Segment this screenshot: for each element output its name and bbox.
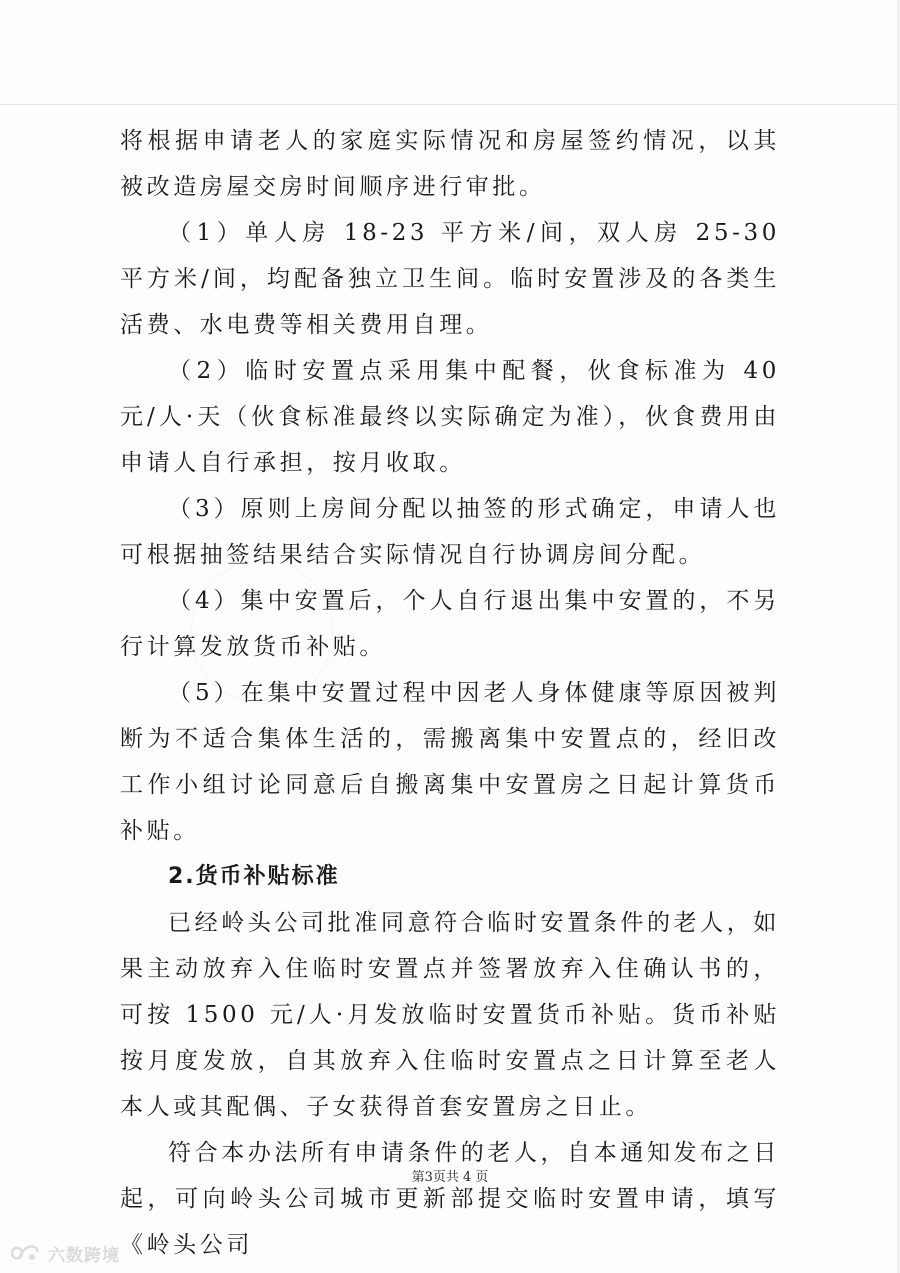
paragraph-item-3: （3）原则上房间分配以抽签的形式确定，申请人也可根据抽签结果结合实际情况自行协调房间分配。 — [120, 496, 780, 568]
paragraph-application: 符合本办法所有申请条件的老人，自本通知发布之日起，可向岭头公司城市更新部提交临时安置申请，填写《岭头公司 — [120, 1140, 780, 1258]
watermark — [8, 1240, 120, 1266]
page-number-footer: 第3页共 4 页 — [411, 1170, 489, 1185]
paragraph-item-5: （5）在集中安置过程中因老人身体健康等原因被判断为不适合集体生活的，需搬离集中安置点的，经旧改工作小组讨论同意后自搬离集中安置房之日起计算货币补贴。 — [120, 680, 780, 844]
watermark-text: 六数跨境 — [48, 1245, 120, 1266]
document-body — [120, 118, 780, 1268]
paragraph-item-4: （4）集中安置后，个人自行退出集中安置的，不另行计算发放货币补贴。 — [120, 588, 780, 660]
scan-edge-line — [0, 104, 900, 105]
section-heading: 2.货币补贴标准 — [168, 864, 340, 889]
brand-logo-icon — [8, 1242, 42, 1264]
paragraph-item-1: （1）单人房 18-23 平方米/间，双人房 25-30 平方米/间，均配备独立卫生间。临时安置涉及的各类生活费、水电费等相关费用自理。 — [120, 220, 780, 338]
paragraph-subsidy: 已经岭头公司批准同意符合临时安置条件的老人，如果主动放弃入住临时安置点并签署放弃入住确认书的，可按 1500 元/人·月发放临时安置货币补贴。货币补贴按月度发放，自其放弃入住临时安置点之日计算至老人本人或其配偶、子女获得首套安置房之日止。 — [120, 910, 780, 1120]
paragraph-continuation: 将根据申请老人的家庭实际情况和房屋签约情况，以其被改造房屋交房时间顺序进行审批。 — [120, 128, 780, 200]
paragraph-item-2: （2）临时安置点采用集中配餐，伙食标准为 40 元/人·天（伙食标准最终以实际确定为准），伙食费用由申请人自行承担，按月收取。 — [120, 358, 780, 476]
